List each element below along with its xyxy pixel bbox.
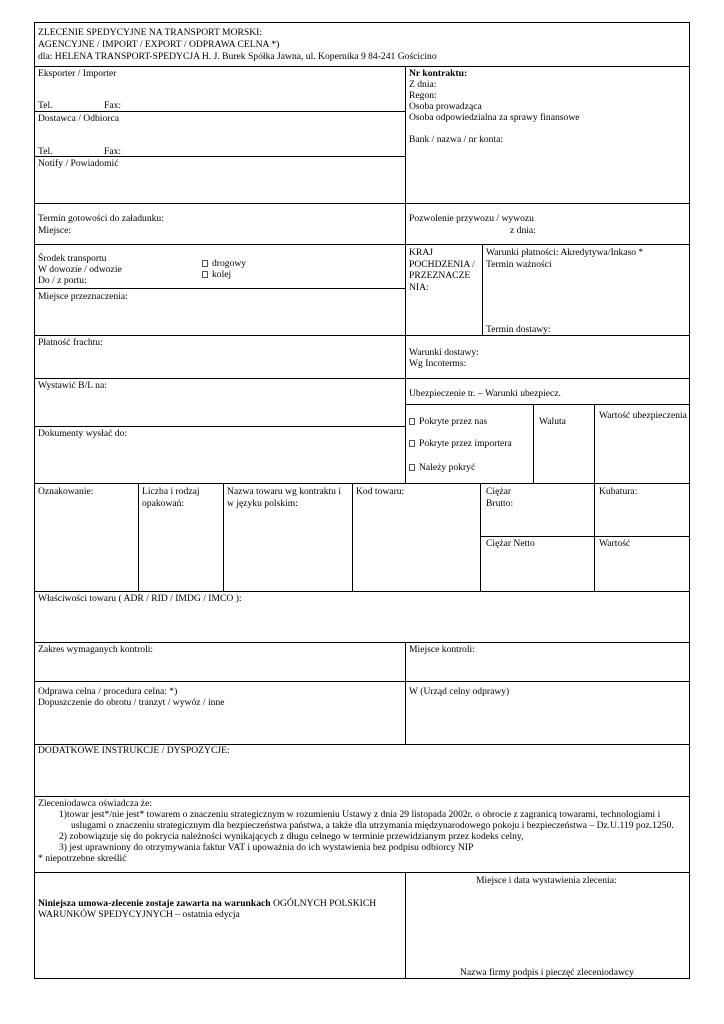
- controls-scope-label: Zakres wymaganych kontroli:: [38, 644, 154, 655]
- divider: [34, 111, 405, 112]
- divider: [594, 483, 595, 591]
- finance-person-label: Osoba odpowiedzialna za sprawy finansowe: [409, 112, 580, 123]
- delivery-terms-label: Warunki dostawy:: [409, 347, 479, 358]
- divider: [34, 796, 690, 797]
- exporter-label: Eksporter / Importer: [38, 68, 117, 79]
- docs-label: Dokumenty wysłać do:: [38, 428, 127, 439]
- form-recipient: dla: HELENA TRANSPORT-SPEDYCJA H. J. Burek Spółka Jawna, ul. Kopernika 9 84-241 Gościcino: [38, 51, 437, 62]
- divider: [223, 483, 224, 591]
- supplier-fax-label: Fax:: [104, 146, 122, 157]
- marking-header: Oznakowanie:: [38, 486, 94, 497]
- volume-header: Kubatura:: [599, 486, 638, 497]
- contract-terms-bold: Niniejsza umowa-zlecenie zostaje zawarta na warunkach: [38, 898, 271, 909]
- goods-code-header: Kod towaru:: [356, 486, 405, 497]
- divider: [34, 483, 690, 484]
- cover-importer-label: Pokryte przez importera: [419, 438, 512, 449]
- packages-header: Liczba i rodzaj opakowań:: [142, 486, 200, 509]
- supplier-label: Dostawca / Odbiorca: [38, 113, 119, 124]
- road-checkbox[interactable]: [202, 260, 208, 267]
- place-date-label: Miejsce i data wystawienia zlecenia:: [476, 875, 617, 886]
- cover-us-label: Pokryte przez nas: [419, 416, 488, 427]
- divider: [34, 642, 690, 643]
- must-cover-option[interactable]: [409, 462, 475, 474]
- bl-label: Wystawić B/L na:: [38, 380, 107, 391]
- exporter-tel-label: Tel.: [38, 100, 53, 111]
- transport-in-port-label: W dowozie / odwozie: [38, 264, 122, 275]
- contact-person-label: Osoba prowadząca: [409, 101, 482, 112]
- supplier-tel-label: Tel.: [38, 146, 53, 157]
- delivery-date-label: Termin dostawy:: [486, 324, 551, 335]
- contract-number-label: Nr kontraktu:: [409, 68, 468, 79]
- divider: [482, 244, 483, 335]
- controls-place-label: Miejsce kontroli:: [409, 644, 475, 655]
- incoterms-label: Wg Incoterms:: [409, 358, 467, 369]
- divider: [405, 872, 406, 979]
- must-cover-checkbox[interactable]: [409, 464, 415, 471]
- payment-terms-label: Warunki płatności: Akredytywa/Inkaso *: [486, 247, 644, 258]
- regon-label: Regon:: [409, 90, 437, 101]
- divider: [34, 288, 405, 289]
- rail-checkbox[interactable]: [202, 271, 208, 278]
- divider: [405, 203, 406, 483]
- must-cover-label: Należy pokryć: [419, 462, 476, 473]
- contract-terms-rest: OGÓLNYCH POLSKICH: [270, 898, 377, 909]
- declaration-item-2: 2) zobowiązuje się do pokrycia należności wynikających z długu celnego w terminie przewidzianym przez kodeks celny,: [59, 831, 524, 842]
- cover-us-option[interactable]: [409, 416, 487, 428]
- origin-label: KRAJ POCHDZENIA / PRZEZNACZE NIA:: [409, 247, 475, 293]
- rail-label: kolej: [212, 269, 232, 280]
- loading-place-label: Miejsce:: [38, 225, 72, 236]
- divider: [533, 404, 534, 483]
- divider: [34, 156, 405, 157]
- destination-label: Miejsce przeznaczenia:: [38, 291, 128, 302]
- gross-weight-header: Ciężar Brutto:: [486, 486, 514, 509]
- declaration-note: * niepotrzebne skreślić: [38, 853, 127, 864]
- freight-payment-label: Płatność frachtu:: [38, 337, 103, 348]
- declaration-item-1: 1)towar jest*/nie jest* towarem o znaczeniu strategicznym w rozumieniu Ustawy z dnia 29 listopada 2002r. o obrocie z zagranicą towarami, technologiami i: [59, 809, 661, 820]
- divider: [34, 66, 690, 67]
- cover-us-checkbox[interactable]: [409, 418, 415, 425]
- customs-procedure-label: Odprawa celna / procedura celna: *): [38, 686, 178, 697]
- rail-option[interactable]: [202, 269, 231, 281]
- bank-label: Bank / nazwa / nr konta:: [409, 134, 504, 145]
- permit-label: Pozwolenie przywozu / wywozu: [409, 213, 534, 224]
- contract-terms: [38, 898, 376, 910]
- road-label: drogowy: [212, 258, 247, 269]
- currency-label: Waluta: [539, 416, 566, 427]
- divider: [34, 681, 690, 682]
- declaration-item-3: 3) jest uprawniony do otrzymywania faktur VAT i upoważnia do ich wystawienia bez podpisu odbiorcy NIP: [59, 842, 474, 853]
- contract-date-label: Z dnia:: [409, 79, 437, 90]
- divider: [405, 66, 406, 203]
- customs-types-label: Dopuszczenie do obrotu / tranzyt / wywóz / inne: [38, 697, 225, 708]
- divider: [34, 591, 690, 592]
- divider: [480, 483, 481, 591]
- goods-name-header: Nazwa towaru wg kontraktu i w języku polskim:: [227, 486, 342, 509]
- divider: [34, 203, 690, 204]
- exporter-fax-label: Fax:: [104, 100, 122, 111]
- validity-label: Termin ważności: [486, 259, 552, 270]
- divider: [138, 483, 139, 591]
- goods-properties-label: Właściwości towaru ( ADR / RID / IMDG / IMCO ):: [38, 593, 242, 604]
- form-title: ZLECENIE SPEDYCYJNE NA TRANSPORT MORSKI:: [38, 27, 263, 38]
- value-header: Wartość: [599, 538, 631, 549]
- divider: [352, 483, 353, 591]
- instructions-label: DODATKOWE INSTRUKCJE / DYSPOZYCJE:: [38, 745, 230, 756]
- divider: [405, 404, 690, 405]
- loading-ready-label: Termin gotowości do załadunku:: [38, 213, 164, 224]
- divider: [480, 536, 690, 537]
- transport-to-port-label: Do / z portu:: [38, 275, 87, 286]
- contract-terms-line2: WARUNKÓW SPEDYCYJNYCH – ostatnia edycja: [38, 909, 240, 920]
- net-weight-header: Ciężar Netto: [486, 538, 535, 549]
- cover-importer-checkbox[interactable]: [409, 440, 415, 447]
- divider: [34, 335, 690, 336]
- insured-value-label: Wartość ubezpieczenia: [599, 410, 687, 421]
- declaration-intro: Zleceniodawca oświadcza że:: [38, 798, 152, 809]
- divider: [34, 378, 690, 379]
- signature-label: Nazwa firmy podpis i pieczęć zleceniodawcy: [460, 967, 634, 978]
- divider: [405, 642, 406, 744]
- transport-means-label: Środek transportu: [38, 253, 107, 264]
- insurance-label: Ubezpieczenie tr. – Warunki ubezpiecz.: [409, 388, 561, 399]
- road-option[interactable]: [202, 258, 246, 270]
- divider: [34, 426, 405, 427]
- form-subtitle: AGENCYJNE / IMPORT / EXPORT / ODPRAWA CELNA *): [38, 39, 280, 50]
- divider: [34, 872, 690, 873]
- permit-date-label: z dnia:: [510, 225, 536, 236]
- divider: [34, 244, 690, 245]
- notify-label: Notify / Powiadomić: [38, 158, 119, 169]
- customs-office-label: W (Urząd celny odprawy): [409, 686, 510, 697]
- divider: [594, 404, 595, 483]
- declaration-item-1-cont: uslugami o znaczeniu strategicznym dla bezpieczeństwa państwa, a także dla utrzymania międzynarodowego pokoju i bezpieczeństwa – Dz.U.119 poz.1250.: [71, 820, 674, 831]
- cover-importer-option[interactable]: [409, 438, 512, 450]
